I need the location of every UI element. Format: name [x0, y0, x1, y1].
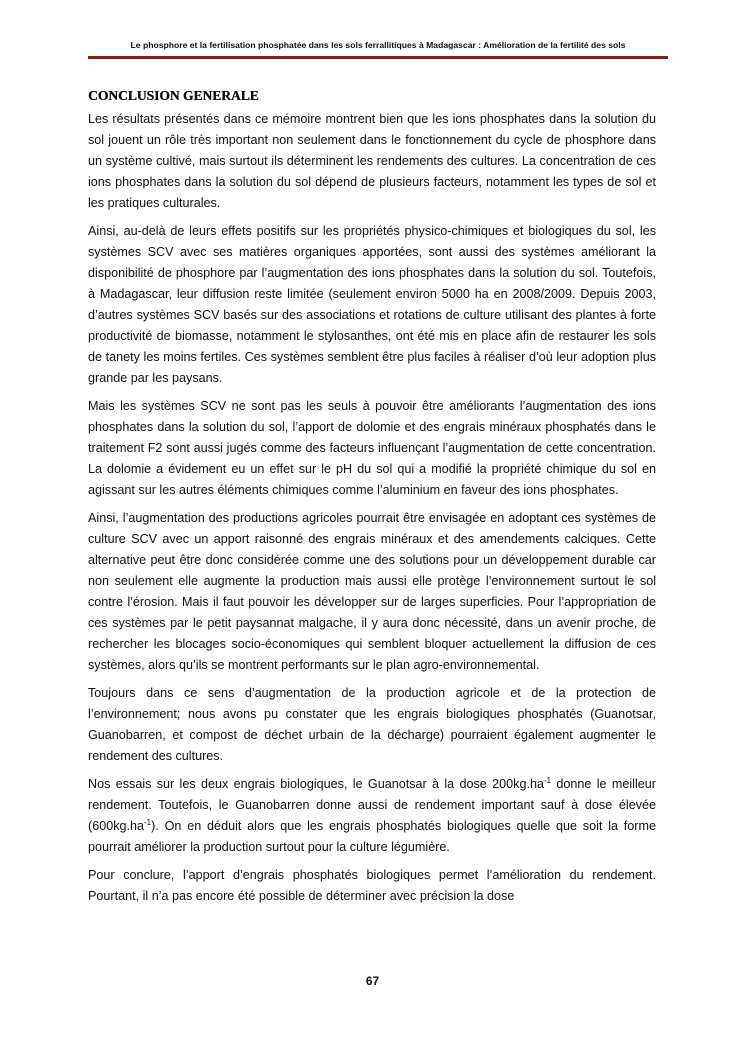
paragraph-3: Mais les systèmes SCV ne sont pas les seuls à pouvoir être améliorants l’augmentation des ions phosphates dans la solution du sol, l’apport de dolomie et des engrais minéraux phosphatés dans le traitement F2 sont aussi jugés comme des facteurs influençant l’augmentation de cette concentration. La dolomie a évidement eu un effet sur le pH du sol qui a modifié la propriété chimique du sol en agissant sur les autres éléments chimiques comme l’aluminium en faveur des ions phosphates.: [88, 399, 656, 497]
header-rule: [88, 56, 668, 59]
page-number: 67: [365, 974, 380, 988]
paragraph-6-part-2: donne le meilleur rendement. Toutefois, le Guanobarren donne aussi de rendement important sauf à dose élevée (600kg.ha: [88, 777, 656, 833]
paragraph-5: Toujours dans ce sens d’augmentation de la production agricole et de la protection de l’environnement; nous avons pu constater que les engrais biologiques phosphatés (Guanotsar, Guanobarren, et compost de déchet urbain de la décharge) pourraient également augmenter le rendement des cultures.: [88, 686, 656, 763]
paragraph-4: Ainsi, l’augmentation des productions agricoles pourrait être envisagée en adoptant ces systèmes de culture SCV avec un apport raisonné des engrais minéraux et des amendements calciques. Cette alternative peut être donc considérée comme une des solutions pour un développement durable car non seulement elle augmente la production mais aussi elle protège l’environnement surtout le sol contre l’érosion. Mais il faut pouvoir les développer sur de larges superficies. Pour l’appropriation de ces systèmes par le petit paysannat malgache, il y aura donc nécessité, dans un avenir proche, de rechercher les blocages socio-économiques qui semblent bloquer actuellement la diffusion de ces systèmes, alors qu’ils se montrent performants sur le plan agro-environnemental.: [88, 511, 656, 672]
section-title: CONCLUSION GENERALE: [88, 88, 259, 103]
paragraph-6-part-3: ). On en déduit alors que les engrais phosphatés biologiques quelle que soit la forme pourrait améliorer la production surtout pour la culture légumière.: [88, 819, 656, 854]
running-header: Le phosphore et la fertilisation phosphatée dans les sols ferrallitiques à Madagascar : Amélioration de la fertilité des sols: [130, 40, 626, 50]
superscript-exponent-1: -1: [543, 775, 552, 785]
superscript-exponent-2: -1: [144, 817, 152, 827]
page-content: [88, 86, 656, 914]
paragraph-6-part-1: Nos essais sur les deux engrais biologiques, le Guanotsar à la dose 200kg.ha: [88, 777, 544, 791]
paragraph-6: [88, 774, 656, 858]
paragraph-1: Les résultats présentés dans ce mémoire montrent bien que les ions phosphates dans la solution du sol jouent un rôle très important non seulement dans le fonctionnement du cycle de phosphore dans un système cultivé, mais surtout ils déterminent les rendements des cultures. La concentration de ces ions phosphates dans la solution du sol dépend de plusieurs facteurs, notamment les types de sol et les pratiques culturales.: [88, 112, 656, 210]
paragraph-2: Ainsi, au-delà de leurs effets positifs sur les propriétés physico-chimiques et biologiques du sol, les systèmes SCV avec ses matières organiques apportées, sont aussi des systèmes améliorant la disponibilité de phosphore par l’augmentation des ions phosphates dans la solution du sol. Toutefois, à Madagascar, leur diffusion reste limitée (seulement environ 5000 ha en 2008/2009. Depuis 2003, d’autres systèmes SCV basés sur des associations et rotations de culture utilisant des plantes à forte productivité de biomasse, notamment le stylosanthes, ont été mis en place afin de restaurer les sols de tanety les moins fertiles. Ces systèmes semblent être plus faciles à réaliser d’où leur adoption plus grande par les paysans.: [88, 224, 656, 385]
paragraph-7: Pour conclure, l’apport d’engrais phosphatés biologiques permet l’amélioration du rendement. Pourtant, il n’a pas encore été possible de déterminer avec précision la dose: [88, 868, 656, 903]
